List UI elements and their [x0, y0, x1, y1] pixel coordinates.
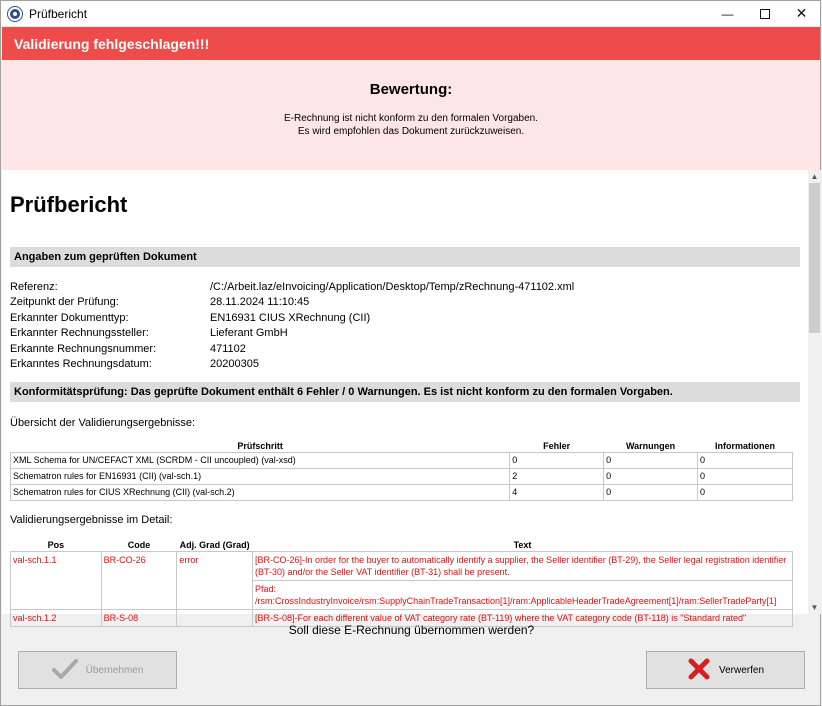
info-value: 20200305 — [210, 357, 259, 370]
info-key: Erkanntes Rechnungsdatum: — [10, 357, 152, 370]
column-header: Prüfschritt — [237, 441, 283, 452]
minimize-icon: — — [721, 6, 734, 21]
info-key: Erkannter Dokumenttyp: — [10, 311, 129, 324]
close-icon: ✕ — [795, 5, 808, 21]
table-row — [11, 484, 793, 500]
window-title: Prüfbericht — [29, 6, 88, 21]
info-value: Lieferant GmbH — [210, 327, 288, 340]
info-value: 471102 — [210, 342, 246, 355]
report-view[interactable] — [2, 170, 808, 623]
column-header: Pos — [47, 539, 65, 550]
red-x-icon — [687, 657, 711, 684]
reject-button[interactable] — [646, 651, 805, 689]
info-value: 28.11.2024 11:10:45 — [210, 296, 310, 309]
table-cell: Schematron rules for EN16931 (CII) (val-sch.1) — [11, 468, 510, 484]
scroll-thumb[interactable] — [809, 183, 820, 333]
checkmark-icon — [52, 658, 78, 683]
info-key: Zeitpunkt der Prüfung: — [10, 296, 119, 309]
title-bar — [1, 1, 820, 26]
detail-table — [10, 539, 793, 627]
accept-button-label: Übernehmen — [85, 664, 144, 676]
table-cell: [BR-S-08]-For each different value of VAT category rate (BT-119) where the VAT category code (BT-118) is "Standard rated" — [253, 609, 793, 626]
table-cell: Pfad: /rsm:CrossIndustryInvoice/rsm:SupplyChainTradeTransaction[1]/ram:ApplicableHeaderTradeAgreement[1]/ram:SellerTradeParty[1] — [253, 580, 793, 609]
close-button[interactable] — [783, 1, 820, 26]
table-cell: 0 — [698, 468, 793, 484]
table-cell: Schematron rules for CIUS XRechnung (CII) (val-sch.2) — [11, 484, 510, 500]
info-value: /C:/Arbeit.laz/eInvoicing/Application/Desktop/Temp/zRechnung-471102.xml — [210, 281, 575, 293]
assessment-line-1: E-Rechnung ist nicht konform zu den formalen Vorgaben. — [283, 113, 539, 124]
table-cell: error — [177, 551, 253, 609]
info-key: Erkannte Rechnungsnummer: — [10, 342, 157, 355]
table-cell: BR-S-08 — [101, 609, 177, 626]
assessment-heading: Bewertung: — [369, 81, 453, 98]
table-row — [11, 551, 793, 580]
overview-table — [10, 441, 793, 501]
table-cell: 0 — [698, 484, 793, 500]
column-header: Fehler — [543, 441, 571, 452]
overview-label: Übersicht der Validierungsergebnisse: — [10, 417, 196, 429]
table-cell: 4 — [510, 484, 604, 500]
maximize-button[interactable] — [746, 1, 783, 26]
validation-failed-banner — [2, 27, 820, 60]
info-key: Referenz: — [10, 281, 58, 293]
accept-button[interactable] — [18, 651, 177, 689]
table-cell: 0 — [510, 452, 604, 468]
section-header-document: Angaben zum geprüften Dokument — [10, 247, 800, 267]
confirm-question: Soll diese E-Rechnung übernommen werden? — [288, 623, 535, 637]
section-header-conformity: Konformitätsprüfung: Das geprüfte Dokument enthält 6 Fehler / 0 Warnungen. Es ist nicht konform zu den formalen Vorgaben. — [10, 382, 800, 402]
table-cell: 0 — [604, 452, 698, 468]
column-header: Informationen — [715, 441, 776, 452]
table-cell: 0 — [604, 468, 698, 484]
detail-label: Validierungsergebnisse im Detail: — [10, 514, 173, 526]
column-header: Warnungen — [625, 441, 676, 452]
table-cell: 0 — [698, 452, 793, 468]
info-value: EN16931 CIUS XRechnung (CII) — [210, 311, 371, 324]
window-controls — [709, 1, 820, 26]
maximize-icon — [760, 9, 770, 19]
info-key: Erkannter Rechnungssteller: — [10, 327, 149, 340]
reject-button-label: Verwerfen — [718, 664, 765, 676]
table-cell: val-sch.1.2 — [11, 609, 102, 626]
assessment-text — [2, 112, 820, 138]
table-row — [11, 468, 793, 484]
column-header: Text — [513, 539, 532, 550]
scroll-down-icon[interactable]: ▼ — [810, 603, 819, 612]
assessment-line-2: Es wird empfohlen das Dokument zurückzuweisen. — [297, 126, 525, 137]
minimize-button[interactable] — [709, 1, 746, 26]
table-cell: 2 — [510, 468, 604, 484]
report-title: Prüfbericht — [10, 192, 128, 217]
table-cell: 0 — [604, 484, 698, 500]
column-header: Code — [127, 539, 151, 550]
assessment-panel — [2, 60, 820, 170]
table-cell: BR-CO-26 — [101, 551, 177, 609]
table-cell: [BR-CO-26]-In order for the buyer to automatically identify a supplier, the Seller identifier (BT-29), the Seller legal registration identifier (BT-30) and/or the Seller VAT identifier (BT-31) shall be present. — [253, 551, 793, 580]
banner-text: Validierung fehlgeschlagen!!! — [14, 35, 210, 52]
table-cell: XML Schema for UN/CEFACT XML (SCRDM - CII uncoupled) (val-xsd) — [11, 452, 510, 468]
scroll-up-icon[interactable]: ▲ — [810, 172, 819, 181]
app-icon — [8, 7, 22, 21]
table-header-row — [11, 441, 793, 452]
table-header-row — [11, 539, 793, 551]
table-row — [11, 452, 793, 468]
table-cell: val-sch.1.1 — [11, 551, 102, 609]
column-header: Adj. Grad (Grad) — [179, 539, 250, 550]
vertical-scrollbar[interactable] — [808, 170, 821, 614]
